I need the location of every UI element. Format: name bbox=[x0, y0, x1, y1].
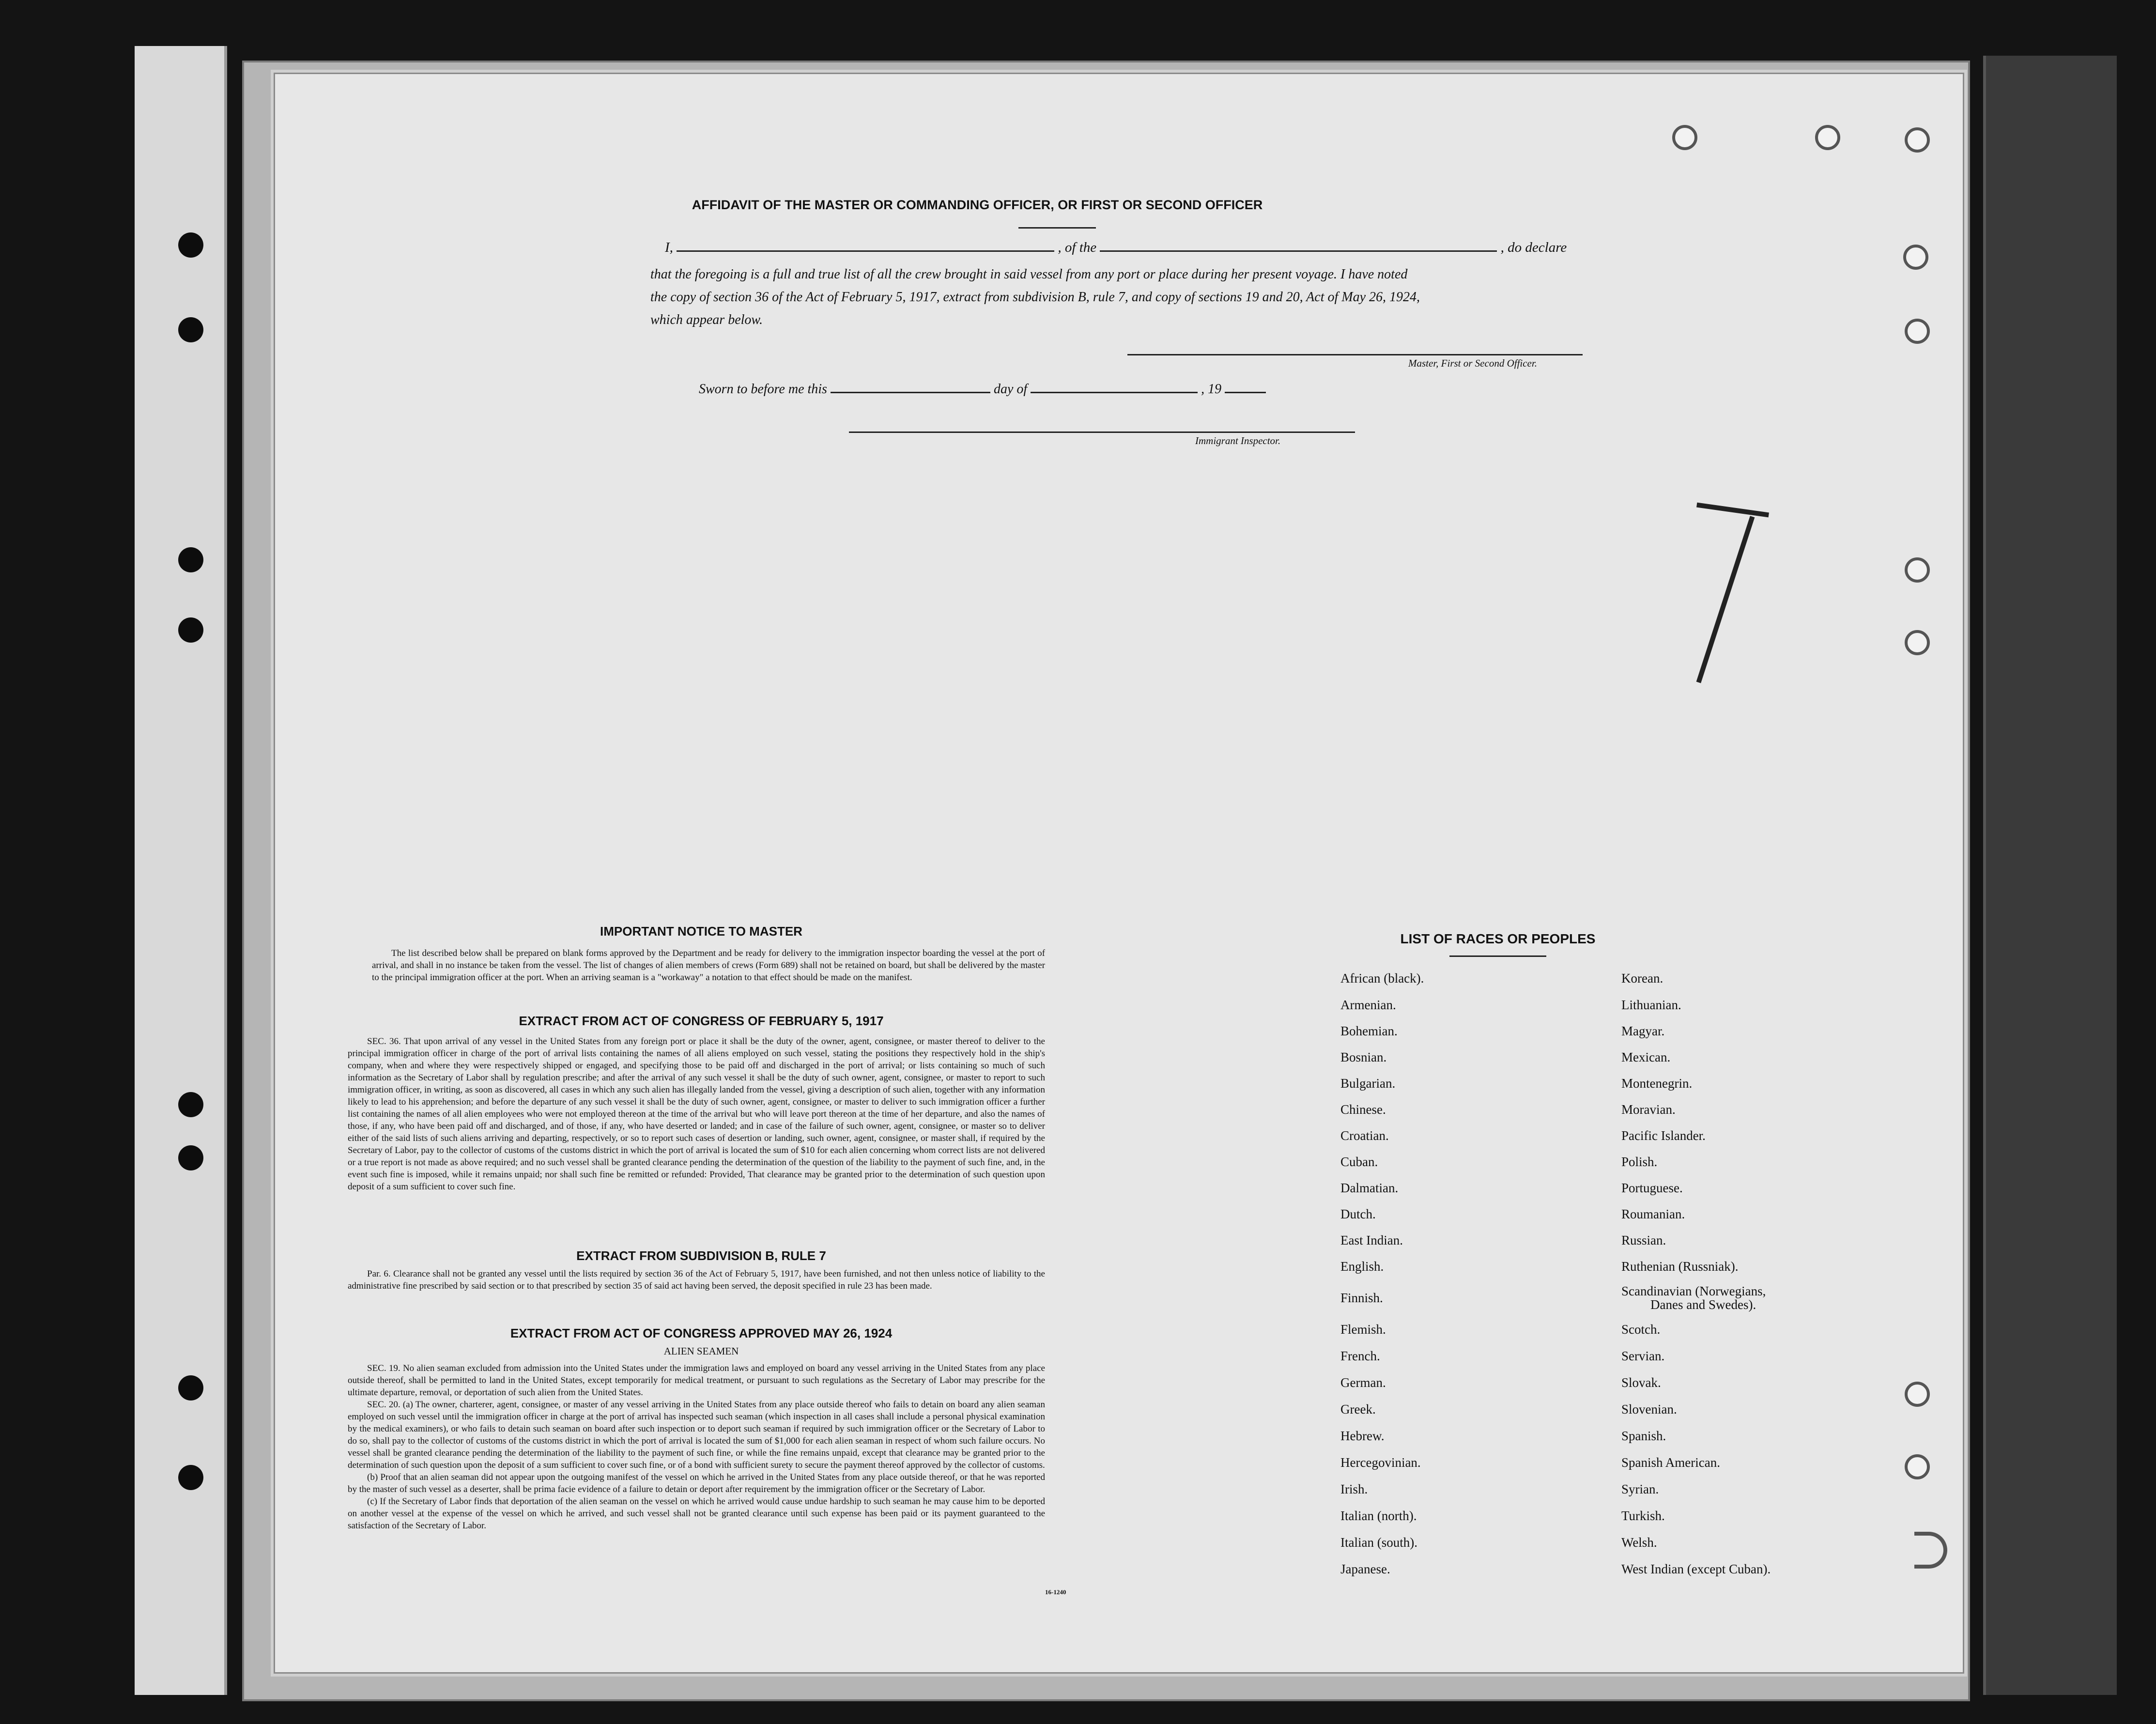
binder-ring bbox=[1815, 125, 1840, 150]
race-item: Lithuanian. bbox=[1621, 998, 1681, 1012]
binder-ring bbox=[1905, 127, 1930, 153]
handwritten-three bbox=[1914, 1532, 1947, 1569]
punch-hole bbox=[178, 1092, 203, 1117]
right-edge-sheet bbox=[1983, 56, 2117, 1695]
punch-hole bbox=[178, 232, 203, 258]
punch-hole bbox=[178, 1145, 203, 1170]
race-item: East Indian. bbox=[1340, 1233, 1403, 1247]
race-item: Moravian. bbox=[1621, 1102, 1676, 1117]
extract-1924-title: EXTRACT FROM ACT OF CONGRESS APPROVED MAY 26, 1924 bbox=[510, 1326, 893, 1340]
label-sworn: Sworn to before me this bbox=[699, 382, 827, 397]
race-item: Scotch. bbox=[1621, 1322, 1661, 1337]
race-item: Magyar. bbox=[1621, 1024, 1665, 1038]
race-item: Servian. bbox=[1621, 1349, 1665, 1363]
sworn-month-blank[interactable] bbox=[1031, 382, 1198, 393]
section-19: SEC. 19. No alien seaman excluded from admission into the United States under the immigration laws and employed on board any vessel arriving in the United States from any place outside thereof, shall be permitted to land in the United States, except temporarily for medical treatment, or pursuant to such regulations as the Secretary of Labor may prescribe for the ultimate departure, removal, or deportation of such alien from the United States. bbox=[348, 1363, 1045, 1398]
punch-hole bbox=[178, 617, 203, 643]
race-item: Scandinavian (Norwegians, bbox=[1621, 1284, 1766, 1298]
title-underline bbox=[1018, 227, 1096, 229]
extract-1917-title: EXTRACT FROM ACT OF CONGRESS OF FEBRUARY 5, 1917 bbox=[519, 1014, 884, 1028]
race-item: Cuban. bbox=[1340, 1154, 1378, 1169]
punch-hole bbox=[178, 317, 203, 342]
race-item: Spanish American. bbox=[1621, 1455, 1720, 1470]
inspector-label: Immigrant Inspector. bbox=[1195, 435, 1281, 446]
label-do-declare: , do declare bbox=[1500, 240, 1567, 255]
race-item: Syrian. bbox=[1621, 1482, 1659, 1496]
race-item: Welsh. bbox=[1621, 1535, 1657, 1550]
race-item: Portuguese. bbox=[1621, 1181, 1683, 1195]
binder-strip bbox=[135, 46, 227, 1695]
punch-hole bbox=[178, 1465, 203, 1490]
binder-ring bbox=[1903, 245, 1928, 270]
race-item: Russian. bbox=[1621, 1233, 1666, 1247]
race-item: Finnish. bbox=[1340, 1291, 1383, 1305]
label-of-the: , of the bbox=[1058, 240, 1097, 255]
race-item: Ruthenian (Russniak). bbox=[1621, 1259, 1739, 1274]
race-item: West Indian (except Cuban). bbox=[1621, 1562, 1771, 1576]
extract-rule7-title: EXTRACT FROM SUBDIVISION B, RULE 7 bbox=[576, 1248, 826, 1263]
race-item: Slovenian. bbox=[1621, 1402, 1677, 1416]
affidavit-text-line: which appear below. bbox=[650, 312, 763, 327]
punch-hole bbox=[178, 547, 203, 572]
race-item: French. bbox=[1340, 1349, 1380, 1363]
label-i: I, bbox=[665, 240, 673, 255]
race-item: English. bbox=[1340, 1259, 1384, 1274]
inspector-signature-line bbox=[849, 431, 1355, 433]
extract-1917-body: SEC. 36. That upon arrival of any vessel in the United States from any foreign port or place it shall be the duty of the owner, agent, consignee, or master thereof to deliver to the principal immigration officer in charge of the port of arrival lists containing the names of all aliens employed on such vessel, stating the positions they respectively hold in the ship's company, when and where they were respectively shipped or engaged, and specifying those to be paid off and discharged in the port of arrival; or lists containing so much of such information as the Secretary of Labor shall by regulation prescribe; and after the arrival of any such vessel it shall be the duty of such owner, agent, consignee, or master to report to such immigration officer, in writing, as soon as discovered, all cases in which any such alien has illegally landed from the vessel, giving a description of such alien, together with any information likely to lead to his apprehension; and before the departure of any such vessel it shall be the duty of such owner, agent, consignee, or master to deliver to such immigration officer a further list containing the names of all alien employees who were not employed thereon at the time of the arrival but who will leave port thereon at the time of her departure, and also the names of those, if any, who have been paid off and discharged, and of those, if any, who have deserted or landed; and in case of the failure of such owner, agent, consignee, or master so to deliver either of the said lists of such aliens arriving and departing, respectively, or so to report such cases of desertion or landing, such owner, agent, consignee, or master shall, if required by the Secretary of Labor, pay to the collector of customs of the customs district in which the port of arrival is located the sum of $10 for each alien concerning whom correct lists are not delivered or a true report is not made as above required; and no such vessel shall be granted clearance pending the determination of the question of the liability to the payment of such fine, and, in the event such fine is imposed, while it remains unpaid; nor shall such fine be remitted or refunded: Provided, That clearance may be granted prior to the determination of such question upon deposit of a sum sufficient to cover such fine. bbox=[348, 1036, 1045, 1192]
race-item: Irish. bbox=[1340, 1482, 1368, 1496]
race-item: Bohemian. bbox=[1340, 1024, 1398, 1038]
vessel-blank[interactable] bbox=[1100, 241, 1497, 252]
notice-title: IMPORTANT NOTICE TO MASTER bbox=[600, 924, 802, 939]
notice-body: The list described below shall be prepared on blank forms approved by the Department and be ready for delivery to the immigration inspector boarding the vessel at the port of arrival, and shall in no instance be taken from the vessel. The list of changes of alien members of crews (Form 689) shall not be retained on board, but shall be delivered by the master to the principal immigration officer at the port. When an arriving seaman is a "workaway" a notation to that effect should be made on the manifest. bbox=[372, 948, 1045, 983]
race-item: Greek. bbox=[1340, 1402, 1376, 1416]
race-item: Italian (south). bbox=[1340, 1535, 1417, 1550]
extract-1924-body bbox=[348, 1362, 1045, 1532]
affidavit-text-line: that the foregoing is a full and true list of all the crew brought in said vessel from any port or place during her present voyage. I have noted bbox=[650, 267, 1408, 282]
race-item: Spanish. bbox=[1621, 1429, 1666, 1443]
master-signature-label: Master, First or Second Officer. bbox=[1408, 357, 1537, 369]
race-item: Pacific Islander. bbox=[1621, 1128, 1706, 1143]
form-number: 16-1240 bbox=[1045, 1588, 1066, 1596]
race-item: Japanese. bbox=[1340, 1562, 1390, 1576]
race-item: German. bbox=[1340, 1375, 1386, 1390]
race-item: Slovak. bbox=[1621, 1375, 1661, 1390]
race-item: Dutch. bbox=[1340, 1207, 1376, 1221]
document-page bbox=[274, 73, 1964, 1674]
race-item: Chinese. bbox=[1340, 1102, 1386, 1117]
affidavit-text bbox=[650, 263, 1583, 331]
race-item: Korean. bbox=[1621, 971, 1663, 985]
race-item: Roumanian. bbox=[1621, 1207, 1685, 1221]
binder-ring bbox=[1905, 319, 1930, 344]
race-item: Dalmatian. bbox=[1340, 1181, 1399, 1195]
sworn-line bbox=[699, 382, 1266, 397]
handwritten-seven-stroke bbox=[1696, 516, 1755, 683]
affidavit-title: AFFIDAVIT OF THE MASTER OR COMMANDING OFFICER, OR FIRST OR SECOND OFFICER bbox=[692, 198, 1263, 212]
sworn-year-blank[interactable] bbox=[1225, 382, 1266, 393]
race-item: Italian (north). bbox=[1340, 1508, 1417, 1523]
binder-ring bbox=[1905, 630, 1930, 655]
name-blank[interactable] bbox=[677, 241, 1054, 252]
race-item: Turkish. bbox=[1621, 1508, 1665, 1523]
race-item: Bosnian. bbox=[1340, 1050, 1387, 1064]
extract-1924-subtitle: ALIEN SEAMEN bbox=[663, 1345, 739, 1357]
race-item: Armenian. bbox=[1340, 998, 1396, 1012]
label-day-of: day of bbox=[993, 382, 1028, 397]
section-20b: (b) Proof that an alien seaman did not appear upon the outgoing manifest of the vessel on which he arrived in the United States from any place outside thereof, or that he was reported by the master of such vessel as a deserter, shall be prima facie evidence of a failure to detain or deport after requirement by the immigration officer or the Secretary of Labor. bbox=[348, 1472, 1045, 1494]
section-20c: (c) If the Secretary of Labor finds that deportation of the alien seaman on the vessel on which he arrived would cause undue hardship to such seaman he may cause him to be deported on another vessel at the expense of the vessel on which he arrived, and such vessel shall not be granted clearance until such expense has been paid or its payment guaranteed to the satisfaction of the Secretary of Labor. bbox=[348, 1496, 1045, 1531]
races-title: LIST OF RACES OR PEOPLES bbox=[1400, 931, 1596, 946]
race-item: Danes and Swedes). bbox=[1650, 1297, 1756, 1312]
race-item: Flemish. bbox=[1340, 1322, 1386, 1337]
binder-ring bbox=[1905, 557, 1930, 583]
binder-ring bbox=[1905, 1382, 1930, 1407]
races-title-underline bbox=[1449, 955, 1546, 957]
race-item: Bulgarian. bbox=[1340, 1076, 1396, 1091]
affidavit-declaration-line bbox=[665, 240, 1567, 256]
race-item: Hebrew. bbox=[1340, 1429, 1385, 1443]
affidavit-text-line: the copy of section 36 of the Act of February 5, 1917, extract from subdivision B, rule 7, and copy of sections 19 and 20, Act of May 26, 1924, bbox=[650, 290, 1420, 305]
binder-ring bbox=[1672, 125, 1697, 150]
label-year: , 19 bbox=[1201, 382, 1222, 397]
race-item: Montenegrin. bbox=[1621, 1076, 1693, 1091]
race-item: Hercegovinian. bbox=[1340, 1455, 1421, 1470]
race-item: Croatian. bbox=[1340, 1128, 1389, 1143]
race-item: Mexican. bbox=[1621, 1050, 1671, 1064]
section-20a: SEC. 20. (a) The owner, charterer, agent, consignee, or master of any vessel arriving in the United States from any place outside thereof who fails to detain on board any alien seaman employed on such vessel until the immigration officer in charge at the port of arrival has inspected such seaman (which inspection in all cases shall include a personal physical examination by the medical examiners), or who fails to detain such seaman on board after such inspection or to deport such seaman if required by such immigration officer or the Secretary of Labor to do so, shall pay to the collector of customs of the customs district in which the port of arrival is located the sum of $1,000 for each alien seaman in respect of whom such failure occurs. No vessel shall be granted clearance pending the determination of the liability to the payment of such fine, or while the fine remains unpaid, except that clearance may be granted prior to the determination of such question upon the deposit of a sum sufficient to cover such fine, or of a bond with sufficient surety to secure the payment thereof approved by the collector of customs. bbox=[348, 1400, 1045, 1470]
race-item: Polish. bbox=[1621, 1154, 1658, 1169]
punch-hole bbox=[178, 1375, 203, 1401]
extract-rule7-body: Par. 6. Clearance shall not be granted any vessel until the lists required by section 36 of the Act of February 5, 1917, have been furnished, and not then unless notice of liability to the administrative fine prescribed by said section or to that prescribed by section 35 of said act having been served, the deposit specified in rule 23 has been made. bbox=[348, 1269, 1045, 1291]
handwritten-seven bbox=[1696, 503, 1769, 518]
binder-ring bbox=[1905, 1454, 1930, 1479]
master-signature-line bbox=[1127, 354, 1583, 355]
race-item: African (black). bbox=[1340, 971, 1424, 985]
sworn-day-blank[interactable] bbox=[831, 382, 990, 393]
